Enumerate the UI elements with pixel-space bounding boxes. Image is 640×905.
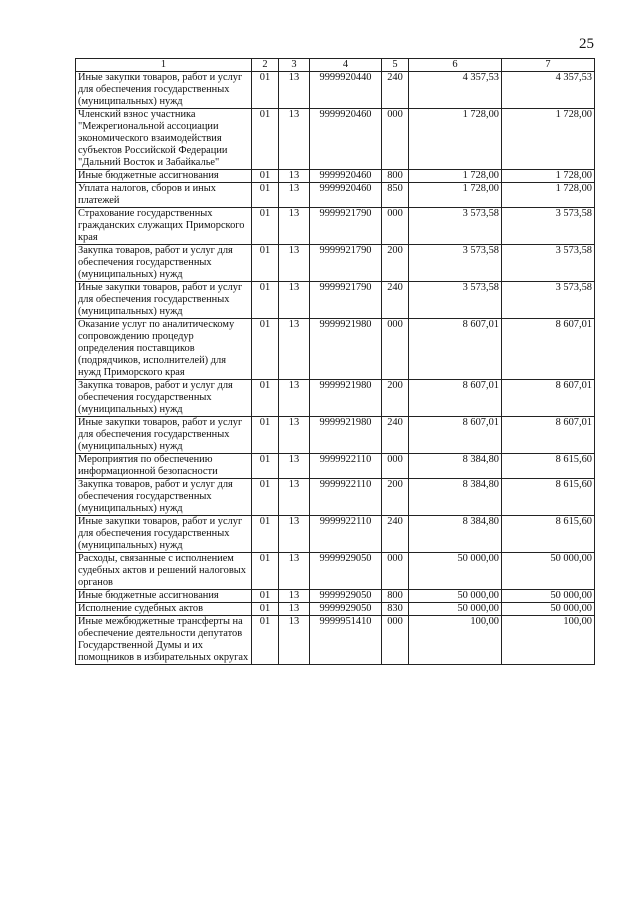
amount-col7-cell: 3 573,58 — [502, 282, 595, 319]
amount-col6-cell: 3 573,58 — [409, 282, 502, 319]
amount-col6-cell: 50 000,00 — [409, 603, 502, 616]
row-name-cell: Иные закупки товаров, работ и услуг для обеспечения государственных (муниципальных) нужд — [76, 72, 252, 109]
section-code-cell: 01 — [252, 417, 279, 454]
subsection-code-cell: 13 — [279, 170, 310, 183]
amount-col7-cell: 8 615,60 — [502, 516, 595, 553]
section-code-cell: 01 — [252, 245, 279, 282]
subsection-code-cell: 13 — [279, 553, 310, 590]
table-row — [76, 245, 595, 282]
target-article-cell: 9999920460 — [310, 183, 382, 208]
amount-col6-cell: 8 384,80 — [409, 479, 502, 516]
row-name-cell: Мероприятия по обеспечению информационной безопасности — [76, 454, 252, 479]
amount-col7-cell: 50 000,00 — [502, 553, 595, 590]
section-code-cell: 01 — [252, 282, 279, 319]
row-name-cell: Закупка товаров, работ и услуг для обеспечения государственных (муниципальных) нужд — [76, 245, 252, 282]
expense-type-cell: 800 — [382, 590, 409, 603]
subsection-code-cell: 13 — [279, 72, 310, 109]
expense-type-cell: 000 — [382, 454, 409, 479]
column-header: 3 — [279, 59, 310, 72]
table-row — [76, 319, 595, 380]
row-name-cell: Иные закупки товаров, работ и услуг для обеспечения государственных (муниципальных) нужд — [76, 516, 252, 553]
row-name-cell: Закупка товаров, работ и услуг для обеспечения государственных (муниципальных) нужд — [76, 479, 252, 516]
subsection-code-cell: 13 — [279, 380, 310, 417]
amount-col7-cell: 50 000,00 — [502, 590, 595, 603]
row-name-cell: Иные бюджетные ассигнования — [76, 590, 252, 603]
amount-col7-cell: 1 728,00 — [502, 170, 595, 183]
amount-col7-cell: 8 607,01 — [502, 319, 595, 380]
column-header: 6 — [409, 59, 502, 72]
table-row — [76, 454, 595, 479]
expense-type-cell: 000 — [382, 109, 409, 170]
table-row — [76, 170, 595, 183]
table-row — [76, 208, 595, 245]
column-header: 7 — [502, 59, 595, 72]
section-code-cell: 01 — [252, 590, 279, 603]
target-article-cell: 9999951410 — [310, 616, 382, 665]
column-header: 2 — [252, 59, 279, 72]
amount-col7-cell: 3 573,58 — [502, 208, 595, 245]
amount-col7-cell: 8 615,60 — [502, 454, 595, 479]
column-header: 1 — [76, 59, 252, 72]
subsection-code-cell: 13 — [279, 282, 310, 319]
amount-col6-cell: 1 728,00 — [409, 109, 502, 170]
table-row — [76, 616, 595, 665]
target-article-cell: 9999922110 — [310, 516, 382, 553]
table-row — [76, 590, 595, 603]
expense-type-cell: 240 — [382, 282, 409, 319]
table-row — [76, 380, 595, 417]
expense-type-cell: 000 — [382, 319, 409, 380]
row-name-cell: Иные закупки товаров, работ и услуг для обеспечения государственных (муниципальных) нужд — [76, 282, 252, 319]
amount-col6-cell: 3 573,58 — [409, 245, 502, 282]
amount-col6-cell: 4 357,53 — [409, 72, 502, 109]
budget-table — [75, 58, 595, 665]
amount-col7-cell: 4 357,53 — [502, 72, 595, 109]
target-article-cell: 9999920440 — [310, 72, 382, 109]
subsection-code-cell: 13 — [279, 516, 310, 553]
amount-col6-cell: 8 607,01 — [409, 319, 502, 380]
column-header: 4 — [310, 59, 382, 72]
section-code-cell: 01 — [252, 380, 279, 417]
target-article-cell: 9999921980 — [310, 380, 382, 417]
section-code-cell: 01 — [252, 516, 279, 553]
expense-type-cell: 830 — [382, 603, 409, 616]
subsection-code-cell: 13 — [279, 109, 310, 170]
section-code-cell: 01 — [252, 170, 279, 183]
section-code-cell: 01 — [252, 616, 279, 665]
amount-col7-cell: 50 000,00 — [502, 603, 595, 616]
amount-col6-cell: 8 607,01 — [409, 380, 502, 417]
amount-col7-cell: 1 728,00 — [502, 183, 595, 208]
target-article-cell: 9999921790 — [310, 245, 382, 282]
expense-type-cell: 000 — [382, 616, 409, 665]
target-article-cell: 9999922110 — [310, 454, 382, 479]
amount-col6-cell: 1 728,00 — [409, 183, 502, 208]
subsection-code-cell: 13 — [279, 208, 310, 245]
section-code-cell: 01 — [252, 183, 279, 208]
expense-type-cell: 800 — [382, 170, 409, 183]
subsection-code-cell: 13 — [279, 245, 310, 282]
target-article-cell: 9999921980 — [310, 417, 382, 454]
target-article-cell: 9999921790 — [310, 208, 382, 245]
expense-type-cell: 240 — [382, 417, 409, 454]
amount-col7-cell: 8 615,60 — [502, 479, 595, 516]
subsection-code-cell: 13 — [279, 454, 310, 479]
table-row — [76, 282, 595, 319]
amount-col6-cell: 1 728,00 — [409, 170, 502, 183]
section-code-cell: 01 — [252, 72, 279, 109]
amount-col7-cell: 8 607,01 — [502, 380, 595, 417]
amount-col6-cell: 100,00 — [409, 616, 502, 665]
subsection-code-cell: 13 — [279, 417, 310, 454]
row-name-cell: Уплата налогов, сборов и иных платежей — [76, 183, 252, 208]
row-name-cell: Страхование государственных гражданских служащих Приморского края — [76, 208, 252, 245]
target-article-cell: 9999921790 — [310, 282, 382, 319]
table-row — [76, 183, 595, 208]
row-name-cell: Закупка товаров, работ и услуг для обеспечения государственных (муниципальных) нужд — [76, 380, 252, 417]
amount-col6-cell: 8 384,80 — [409, 516, 502, 553]
section-code-cell: 01 — [252, 479, 279, 516]
amount-col7-cell: 100,00 — [502, 616, 595, 665]
table-row — [76, 553, 595, 590]
target-article-cell: 9999929050 — [310, 603, 382, 616]
table-row — [76, 72, 595, 109]
table-row — [76, 516, 595, 553]
amount-col6-cell: 50 000,00 — [409, 553, 502, 590]
expense-type-cell: 240 — [382, 72, 409, 109]
row-name-cell: Иные закупки товаров, работ и услуг для обеспечения государственных (муниципальных) нужд — [76, 417, 252, 454]
expense-type-cell: 240 — [382, 516, 409, 553]
target-article-cell: 9999929050 — [310, 553, 382, 590]
section-code-cell: 01 — [252, 553, 279, 590]
amount-col7-cell: 1 728,00 — [502, 109, 595, 170]
subsection-code-cell: 13 — [279, 319, 310, 380]
row-name-cell: Расходы, связанные с исполнением судебных актов и решений налоговых органов — [76, 553, 252, 590]
row-name-cell: Иные межбюджетные трансферты на обеспечение деятельности депутатов Государственной Думы и их помощников в избирательных округах — [76, 616, 252, 665]
section-code-cell: 01 — [252, 208, 279, 245]
subsection-code-cell: 13 — [279, 479, 310, 516]
amount-col6-cell: 50 000,00 — [409, 590, 502, 603]
subsection-code-cell: 13 — [279, 603, 310, 616]
expense-type-cell: 000 — [382, 208, 409, 245]
row-name-cell: Членский взнос участника "Межрегиональной ассоциации экономического взаимодействия субъектов Российской Федерации "Дальний Восток и Забайкалье" — [76, 109, 252, 170]
row-name-cell: Иные бюджетные ассигнования — [76, 170, 252, 183]
section-code-cell: 01 — [252, 454, 279, 479]
section-code-cell: 01 — [252, 109, 279, 170]
section-code-cell: 01 — [252, 319, 279, 380]
target-article-cell: 9999920460 — [310, 170, 382, 183]
table-row — [76, 479, 595, 516]
target-article-cell: 9999929050 — [310, 590, 382, 603]
row-name-cell: Оказание услуг по аналитическому сопровождению процедур определения поставщиков (подрядчиков, исполнителей) для нужд Приморского края — [76, 319, 252, 380]
column-header: 5 — [382, 59, 409, 72]
expense-type-cell: 200 — [382, 479, 409, 516]
expense-type-cell: 200 — [382, 245, 409, 282]
row-name-cell: Исполнение судебных актов — [76, 603, 252, 616]
target-article-cell: 9999922110 — [310, 479, 382, 516]
subsection-code-cell: 13 — [279, 183, 310, 208]
table-header-row — [76, 59, 595, 72]
table-row — [76, 417, 595, 454]
expense-type-cell: 000 — [382, 553, 409, 590]
section-code-cell: 01 — [252, 603, 279, 616]
amount-col6-cell: 3 573,58 — [409, 208, 502, 245]
subsection-code-cell: 13 — [279, 590, 310, 603]
amount-col6-cell: 8 607,01 — [409, 417, 502, 454]
expense-type-cell: 850 — [382, 183, 409, 208]
target-article-cell: 9999921980 — [310, 319, 382, 380]
amount-col7-cell: 3 573,58 — [502, 245, 595, 282]
table-row — [76, 603, 595, 616]
amount-col7-cell: 8 607,01 — [502, 417, 595, 454]
amount-col6-cell: 8 384,80 — [409, 454, 502, 479]
table-row — [76, 109, 595, 170]
page-number: 25 — [579, 36, 594, 52]
subsection-code-cell: 13 — [279, 616, 310, 665]
expense-type-cell: 200 — [382, 380, 409, 417]
target-article-cell: 9999920460 — [310, 109, 382, 170]
